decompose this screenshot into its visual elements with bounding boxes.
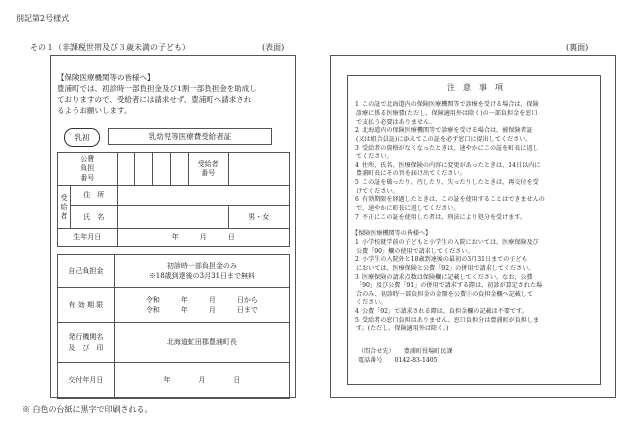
kouhi-label-cell (58, 153, 118, 186)
address-value-cell (117, 186, 289, 206)
recipient-label-cell (58, 186, 71, 229)
sex-cell (228, 206, 290, 229)
issuer-label-line: 発行機関名 (68, 333, 104, 341)
jukyusha-label-cell (188, 153, 228, 186)
kouhi-digit-cell (153, 153, 171, 186)
medical-item: 3 医療保険の請求点数は保険欄に記載してください。なお、公費 「90」及び公費「91」の併用で請求する際は、初診が算定された場 合のみ、初診時一部負担金の金額を公費①の負担金欄へ記載して ください。 (355, 273, 543, 307)
kouhi-label-line: 負担 (80, 164, 95, 173)
issue-date-label-cell (58, 363, 115, 399)
contact-office: 豊浦町役場町民課 (403, 348, 453, 356)
birth-label-cell (58, 229, 118, 247)
contact-phone: 0142-83-1405 (394, 356, 438, 364)
recipient-label: 受給者 (59, 193, 68, 221)
intro-line: ておりますので、受給者には請求せず、豊浦町へ請求され (57, 94, 252, 104)
intro-heading: 【保険医療機関等の皆様へ】 (57, 73, 155, 82)
validity-label-cell (58, 288, 115, 323)
issuer-value-cell (114, 323, 289, 363)
issue-date-value: 年 月 日 (163, 376, 241, 385)
badge-text: 乳初 (74, 133, 90, 142)
details-table (57, 254, 290, 399)
medical-item: 5 受給者の窓口負担はありません。窓口負担分は豊浦町が負担しま す。(ただし、保険適用外は除く。) (355, 316, 540, 333)
kouhi-label-line: 番号 (80, 173, 95, 182)
form-number: 別記第2号様式 (16, 14, 70, 23)
name-label: 氏 名 (83, 212, 105, 221)
jukyusha-label-line: 番号 (201, 169, 216, 177)
notice-item: 3 受給者の資格がなくなったときは、速やかにこの証を町長に返し てください。 (355, 144, 539, 161)
notice-item: 7 不正にこの証を使用した者は、刑法により処分を受けます。 (355, 213, 527, 221)
address-label: 住 所 (83, 191, 105, 200)
contact-phone-label: 電話番号 (358, 356, 383, 364)
card-title-box (108, 128, 272, 145)
notice-item: 1 この証で北海道内の保険医療機関等で診療を受ける場合は、保険 診療に係る医療費(ただし、保険適用外は除く)の一部負担金を窓口 で支払う必要はありません。 (355, 101, 539, 126)
validity-line: 令和 年 月 日まで (145, 306, 258, 314)
name-value-cell (117, 206, 228, 229)
kouhi-label-line: 公費 (80, 155, 95, 164)
name-label-cell (70, 206, 117, 229)
kouhi-digit-cell (171, 153, 189, 186)
kouhi-digit-cell (117, 153, 135, 186)
intro-block (57, 73, 293, 117)
notice-panel (352, 82, 598, 365)
issuer-label-cell (58, 323, 115, 363)
sex-label: 男・女 (248, 212, 270, 221)
medical-heading: 【保険医療機関等の皆様へ】 (352, 230, 432, 238)
notice-item: 6 有効期限を経過したときは、この証を使用することはできませんの で、速やかに町長に返してください。 (355, 196, 545, 213)
copay-line: 初診時一部負担金のみ (166, 261, 237, 270)
medical-item: 4 公費「92」で請求される際は、負担金欄の記載は不要です。 (355, 308, 528, 316)
birth-label: 生年月日 (73, 233, 102, 242)
notice-title: 注 意 事 項 (447, 83, 503, 92)
notice-item: 2 北海道内の保険医療機関等で診療を受ける場合は、被保険者証 (又は組合員証)に添えてこの証を必ず窓口に提出してください。 (355, 127, 533, 143)
footnote: ※ 白色の台紙に黒字で印刷される。 (22, 405, 153, 414)
validity-line: 令和 年 月 日から (145, 295, 258, 304)
intro-line: 豊浦町では、初診時一部負担金及び1割一部負担金を助成し (57, 83, 257, 93)
medical-list (352, 239, 598, 334)
issue-date-label: 交付年月日 (68, 376, 104, 385)
badge-oval (64, 128, 100, 147)
contact-label: （問合せ先） (358, 348, 392, 356)
issue-date-value-cell (114, 363, 289, 399)
medical-item: 2 小学生の入院外と18歳到達後の最初の3月31日までの子ども においては、医療保険と公費「92」の併用で請求してください。 (355, 256, 535, 272)
validity-label: 有 効 期 限 (68, 300, 104, 309)
back-label: (裏面) (566, 43, 589, 52)
copay-value-cell (114, 255, 289, 288)
copay-label: 自己負担金 (68, 266, 104, 275)
recipient-form-table (57, 152, 290, 247)
jukyusha-number-cell (228, 153, 290, 186)
birth-value: 年 月 日 (171, 233, 235, 242)
kouhi-digit-cell (135, 153, 153, 186)
address-label-cell (70, 186, 117, 206)
jukyusha-label-line: 受給者 (197, 159, 219, 168)
issuer-label-line: 及 び 印 (68, 343, 104, 352)
issuer-value: 北海道虻田郡豊浦町長 (166, 338, 237, 347)
card-title: 乳幼児等医療費受給者証 (148, 132, 232, 141)
copay-line: ※18歳到達後の3月31日まで無料 (148, 272, 256, 280)
notice-list (352, 101, 598, 222)
front-label: (表面) (262, 43, 285, 52)
medical-item: 1 小学校就学前の子どもと小学生の入院においては、医療保険及び 公費「90」欄の使用で請求してください。 (355, 238, 539, 255)
birth-value-cell (117, 229, 289, 247)
copay-label-cell (58, 255, 115, 288)
notice-item: 4 住所、氏名、医療保険の内容に変更があったときは、14日以内に 豊浦町長にその旨を届け出てください。 (355, 161, 541, 178)
section-title: その１（非課税世帯及び３歳未満の子ども） (30, 43, 190, 52)
contact-block (352, 348, 598, 365)
intro-line: るようお願いします。 (57, 105, 132, 115)
validity-value-cell (114, 288, 289, 323)
notice-item: 5 この証を破ったり、汚したり、失ったりしたときは、再交付を受 けてください。 (355, 179, 539, 195)
